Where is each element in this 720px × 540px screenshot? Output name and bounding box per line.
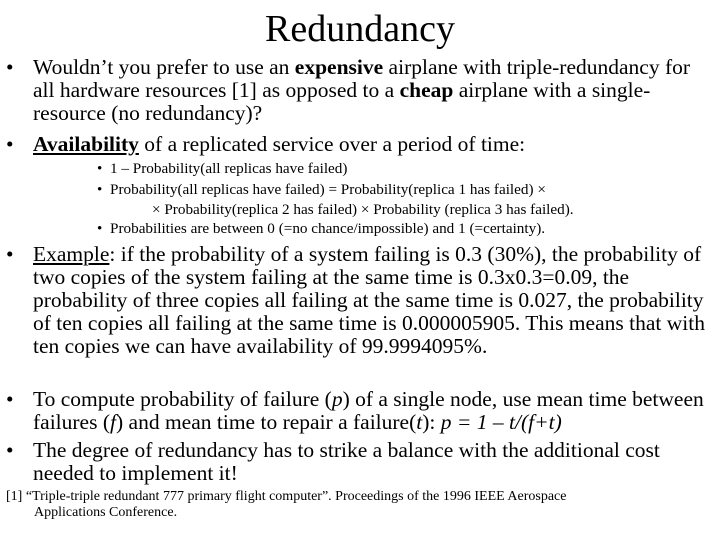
bullet-text: [33, 133, 711, 156]
sub-bullet-text: Probabilities are between 0 (=no chance/impossible) and 1 (=certainty).: [110, 220, 546, 237]
text-run: To compute probability of failure (: [33, 387, 332, 411]
text-run: : if the probability of a system failing is 0.3 (30%), the probability of two copies of the system failing at the same time is 0.3x0.3=0.09, the probability of three copies all failing at the same time is 0.027, the probability of ten copies all failing at the same time is 0.000005905. This means that with ten copies we can have availability of 99.9994095%.: [33, 242, 705, 358]
bullet-mark: •: [97, 181, 103, 198]
bullet-mark: •: [97, 160, 103, 177]
text-run: ) and mean time to repair a failure(: [116, 410, 417, 434]
bullet-expensive-airplane: [6, 56, 711, 125]
text-run: Probability(all replicas have failed) = Probability(replica 1 has failed) ×: [110, 181, 546, 198]
text-run: airplane with triple-redundancy for all hardware resources [1] as opposed to a: [33, 55, 691, 102]
footnote-line: Applications Conference.: [34, 505, 178, 520]
text-run: ) of a single node, use mean time between failures (: [33, 387, 704, 434]
formula: p = 1 – t/(f+t): [440, 410, 562, 434]
bullet-mark: •: [97, 220, 103, 237]
slide-title: Redundancy: [265, 8, 455, 50]
text-run: Wouldn’t you prefer to use an: [33, 55, 295, 79]
bullet-text: [33, 56, 711, 125]
sub-bullet-2: [97, 180, 715, 220]
bullet-text: The degree of redundancy has to strike a balance with the additional cost needed to implement it!: [33, 438, 660, 485]
bullet-mark: •: [6, 387, 14, 411]
sub-bullet-text: [110, 180, 715, 220]
bullet-degree-redundancy: [6, 439, 711, 485]
sub-bullet-text: 1 – Probability(all replicas have failed): [110, 160, 348, 177]
bullet-text: [33, 243, 711, 358]
bullet-availability: [6, 133, 711, 156]
text-run: of a replicated service over a period of time:: [138, 132, 526, 156]
emphasis-example: Example: [33, 242, 110, 266]
footnote-line: [1] “Triple-triple redundant 777 primary flight computer”. Proceedings of the 1996 IEEE Aerospace: [6, 489, 567, 504]
bullet-mark: •: [6, 55, 14, 79]
bullet-probability-failure: [6, 388, 711, 434]
emphasis-cheap: cheap: [399, 78, 454, 102]
text-run: airplane with a single-resource (no redundancy)?: [33, 78, 651, 125]
bullet-mark: •: [6, 132, 14, 156]
text-run: ):: [422, 410, 441, 434]
sub-bullet-3: [97, 219, 715, 239]
sub-bullet-1: [97, 159, 715, 179]
text-run: × Probability(replica 2 has failed) × Probability (replica 3 has failed).: [152, 201, 574, 218]
bullet-example: [6, 243, 711, 358]
variable-f: f: [110, 410, 116, 434]
variable-t: t: [416, 410, 423, 434]
bullet-mark: •: [6, 438, 14, 462]
emphasis-availability: Availability: [33, 132, 139, 156]
emphasis-expensive: expensive: [294, 55, 384, 79]
bullet-mark: •: [6, 242, 14, 266]
footnote: [6, 489, 711, 521]
variable-p: p: [331, 387, 343, 411]
bullet-text: [33, 388, 711, 434]
